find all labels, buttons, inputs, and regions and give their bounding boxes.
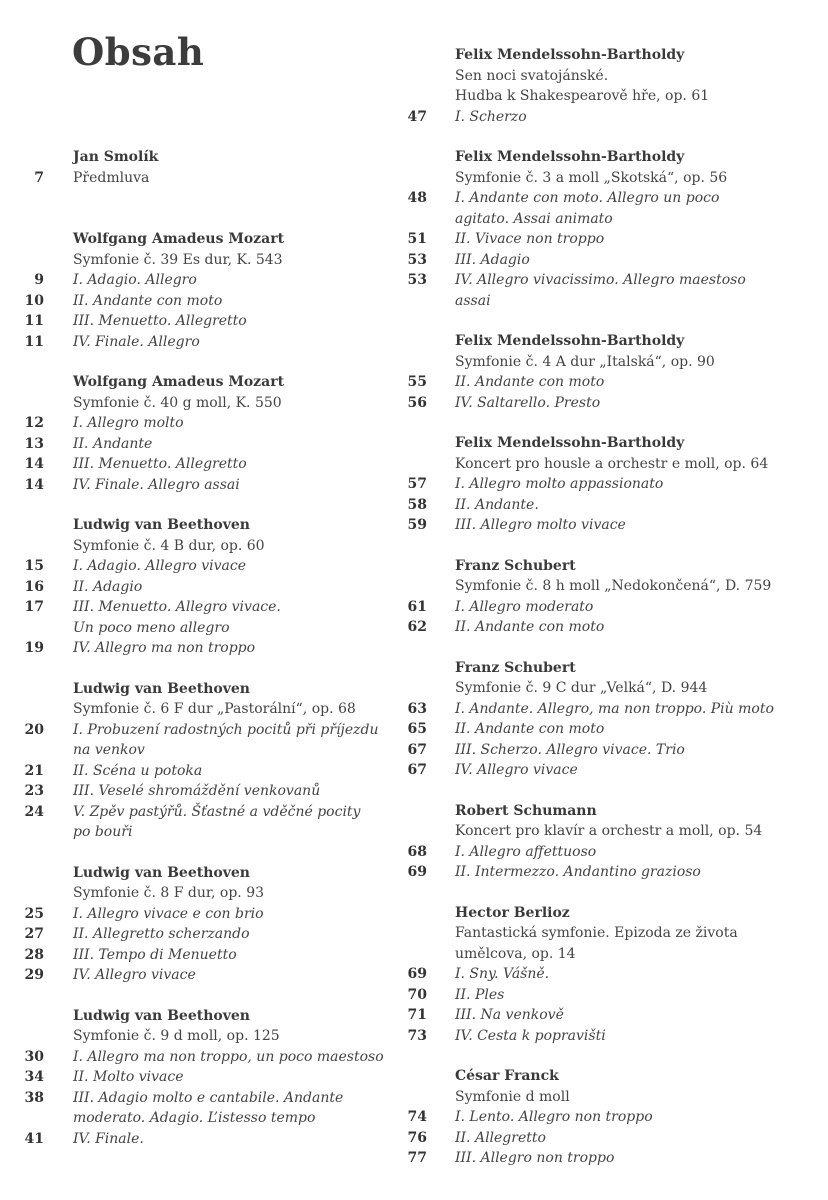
page-number: 71 xyxy=(407,1007,427,1023)
work-title xyxy=(405,66,825,87)
composer-name-text: Ludwig van Beethoven xyxy=(73,1007,250,1024)
movement-line xyxy=(0,924,380,945)
movement-line xyxy=(405,1026,825,1047)
movement-line-text: II. Andante con moto xyxy=(455,721,605,737)
movement-line xyxy=(0,332,380,353)
work-title-text: Sen noci svatojánské. xyxy=(455,67,609,84)
movement-line xyxy=(0,434,380,455)
composer-name-text: Ludwig van Beethoven xyxy=(73,864,250,881)
page-number: 41 xyxy=(24,1130,44,1147)
movement-line-text: I. Adagio. Allegro vivace xyxy=(73,558,247,574)
page-number: 30 xyxy=(24,1048,44,1065)
toc-entry xyxy=(405,801,825,883)
work-title xyxy=(405,923,825,944)
toc-entry xyxy=(405,556,825,638)
movement-line-text: III. Menuetto. Allegro vivace. xyxy=(73,599,281,615)
toc-entry xyxy=(405,147,825,311)
toc-entry xyxy=(0,863,380,986)
composer-name xyxy=(405,801,825,822)
movement-line xyxy=(0,597,380,618)
movement-line-text: III. Scherzo. Allegro vivace. Trio xyxy=(455,741,685,758)
page-number: 11 xyxy=(24,333,44,350)
movement-line-text: IV. Finale. Allegro assai xyxy=(73,476,240,493)
movement-line-text: II. Andante con moto xyxy=(73,292,223,309)
movement-line-text: II. Andante con moto xyxy=(455,374,605,390)
entry-spacer xyxy=(405,781,825,801)
movement-line-text: III. Na venkově xyxy=(455,1007,564,1023)
page-number: 27 xyxy=(24,926,44,942)
movement-line xyxy=(0,965,380,986)
movement-line xyxy=(405,107,825,128)
page-number: 59 xyxy=(407,517,427,533)
work-title-text: Symfonie č. 4 A dur „Italská“, op. 90 xyxy=(455,353,715,370)
movement-line xyxy=(405,862,825,883)
page-number: 70 xyxy=(407,986,427,1003)
movement-line-text: III. Tempo di Menuetto xyxy=(73,946,237,963)
entry-spacer xyxy=(0,495,380,515)
movement-line-text: III. Veselé shromáždění venkovanů xyxy=(73,783,321,799)
page-number: 19 xyxy=(24,640,44,656)
movement-line xyxy=(405,719,825,740)
movement-line xyxy=(405,597,825,618)
toc-entry xyxy=(405,658,825,781)
composer-name-text: Ludwig van Beethoven xyxy=(73,680,250,697)
work-title-text: Symfonie č. 39 Es dur, K. 543 xyxy=(73,251,283,268)
movement-line xyxy=(0,291,380,312)
movement-line xyxy=(405,291,825,312)
movement-line xyxy=(0,168,380,189)
entry-spacer xyxy=(0,352,380,372)
movement-line xyxy=(0,577,380,598)
movement-line xyxy=(0,1047,384,1068)
page-number: 47 xyxy=(407,108,427,125)
composer-name-text: Robert Schumann xyxy=(455,802,597,819)
movement-line-text: na venkov xyxy=(73,742,145,758)
movement-line-text: moderato. Adagio. L’istesso tempo xyxy=(73,1110,316,1126)
entry-spacer xyxy=(0,986,380,1006)
composer-name xyxy=(0,1006,380,1027)
page-number: 53 xyxy=(407,251,427,268)
work-title xyxy=(0,536,380,557)
movement-line xyxy=(0,638,380,659)
movement-line-text: II. Andante con moto xyxy=(455,619,605,635)
work-title-text: Koncert pro housle a orchestr e moll, op. 64 xyxy=(455,455,769,472)
movement-line xyxy=(0,1067,380,1088)
movement-line-text: II. Intermezzo. Andantino grazioso xyxy=(455,864,701,880)
movement-line xyxy=(405,229,825,250)
page-number: 68 xyxy=(407,843,427,860)
movement-line xyxy=(405,372,825,393)
movement-line-text: III. Adagio molto e cantabile. Andante xyxy=(73,1089,344,1106)
movement-line xyxy=(405,699,825,720)
work-title-text: Koncert pro klavír a orchestr a moll, op. 54 xyxy=(455,823,763,839)
movement-line-text: IV. Allegro vivace xyxy=(455,762,578,778)
toc-entry xyxy=(0,679,380,843)
work-title-text: Fantastická symfonie. Epizoda ze života xyxy=(455,925,738,941)
movement-line-text: I. Andante. Allegro, ma non troppo. Più moto xyxy=(455,700,774,717)
movement-line-text: I. Allegro ma non troppo, un poco maestoso xyxy=(73,1048,384,1065)
work-title-text: Symfonie č. 9 C dur „Velká“, D. 944 xyxy=(455,680,708,696)
entry-spacer xyxy=(0,659,380,679)
movement-line xyxy=(405,270,825,291)
composer-name xyxy=(405,45,825,66)
movement-line xyxy=(0,556,380,577)
entry-spacer xyxy=(405,536,825,556)
movement-line xyxy=(0,1129,380,1150)
movement-line xyxy=(405,1005,825,1026)
composer-name-text: Felix Mendelssohn-Bartholdy xyxy=(455,435,685,451)
page-number: 51 xyxy=(407,231,427,247)
composer-name xyxy=(0,863,380,884)
work-title xyxy=(0,883,380,904)
page-number: 57 xyxy=(407,476,427,492)
page-number: 17 xyxy=(24,599,44,615)
work-title-text: Symfonie č. 4 B dur, op. 60 xyxy=(73,537,265,554)
page-number: 69 xyxy=(407,966,427,982)
page-number: 63 xyxy=(407,700,427,717)
movement-line xyxy=(405,1148,825,1169)
page-number: 73 xyxy=(407,1027,427,1044)
work-title-text: Symfonie č. 8 F dur, op. 93 xyxy=(73,885,265,901)
page-number: 69 xyxy=(407,864,427,880)
work-title xyxy=(405,86,825,107)
toc-entry xyxy=(0,1006,384,1150)
movement-line-text: I. Allegro molto appassionato xyxy=(455,476,664,492)
composer-name-text: Wolfgang Amadeus Mozart xyxy=(73,231,285,247)
movement-line xyxy=(405,985,825,1006)
toc-entry xyxy=(0,147,380,188)
page-number: 13 xyxy=(24,435,44,452)
movement-line-text: IV. Cesta k popravišti xyxy=(455,1027,606,1044)
movement-line-text: II. Allegretto scherzando xyxy=(73,926,250,942)
movement-line xyxy=(405,474,825,495)
movement-line-text: II. Andante xyxy=(73,435,153,452)
movement-line xyxy=(405,740,825,761)
toc-entry xyxy=(405,1066,825,1169)
movement-line xyxy=(405,617,825,638)
movement-line-text: I. Allegro molto xyxy=(73,415,184,431)
work-title xyxy=(405,352,825,373)
work-title-text: Symfonie č. 9 d moll, op. 125 xyxy=(73,1028,280,1044)
work-title-text: Symfonie d moll xyxy=(455,1088,570,1105)
page-number: 11 xyxy=(24,313,44,329)
movement-line xyxy=(0,1108,380,1129)
page-number: 21 xyxy=(24,762,44,779)
movement-line xyxy=(0,618,380,639)
page-number: 67 xyxy=(407,741,427,758)
movement-line xyxy=(0,413,380,434)
entry-spacer xyxy=(405,883,825,903)
work-title xyxy=(405,576,825,597)
movement-line xyxy=(405,1107,825,1128)
page-number: 61 xyxy=(407,598,427,615)
work-title-text: umělcova, op. 14 xyxy=(455,945,576,962)
composer-name-text: Jan Smolík xyxy=(73,149,159,165)
page-number: 48 xyxy=(407,190,427,206)
composer-name xyxy=(0,372,380,393)
page-number: 28 xyxy=(24,946,44,963)
page-number: 24 xyxy=(24,803,44,820)
page-number: 58 xyxy=(407,496,427,513)
movement-line-text: Předmluva xyxy=(73,169,150,186)
toc-left-column xyxy=(0,147,384,1149)
composer-name xyxy=(405,433,825,454)
composer-name xyxy=(0,147,380,168)
movement-line xyxy=(405,495,825,516)
movement-line-text: V. Zpěv pastýřů. Šťastné a vděčné pocity xyxy=(73,803,361,820)
movement-line xyxy=(405,209,825,230)
page-number: 14 xyxy=(24,456,44,472)
movement-line-text: I. Allegro vivace e con brio xyxy=(73,905,264,922)
page-number: 67 xyxy=(407,762,427,778)
work-title-text: Symfonie č. 3 a moll „Skotská“, op. 56 xyxy=(455,169,728,186)
movement-line-text: IV. Allegro vivace xyxy=(73,967,196,983)
page-number: 74 xyxy=(407,1109,427,1125)
toc-entry xyxy=(405,331,825,413)
movement-line xyxy=(0,740,380,761)
composer-name xyxy=(405,903,825,924)
movement-line-text: I. Scherzo xyxy=(455,108,527,125)
page-number: 23 xyxy=(24,783,44,799)
movement-line-text: I. Allegro moderato xyxy=(455,598,594,615)
work-title-text: Symfonie č. 8 h moll „Nedokončená“, D. 759 xyxy=(455,578,772,594)
page-number: 62 xyxy=(407,619,427,635)
composer-name-text: Franz Schubert xyxy=(455,557,576,574)
composer-name-text: Franz Schubert xyxy=(455,659,576,676)
movement-line-text: IV. Allegro ma non troppo xyxy=(73,640,256,656)
movement-line-text: III. Allegro molto vivace xyxy=(455,517,626,533)
composer-name-text: Hector Berlioz xyxy=(455,904,570,921)
entry-spacer xyxy=(0,843,380,863)
movement-line-text: Un poco meno allegro xyxy=(73,619,230,636)
movement-line xyxy=(405,760,825,781)
composer-name-text: Felix Mendelssohn-Bartholdy xyxy=(455,149,685,165)
page-number: 38 xyxy=(24,1089,44,1106)
work-title xyxy=(0,393,380,414)
movement-line xyxy=(0,822,380,843)
page-number: 7 xyxy=(34,169,44,186)
movement-line-text: II. Molto vivace xyxy=(73,1069,184,1085)
page-number: 15 xyxy=(24,558,44,574)
movement-line xyxy=(0,781,380,802)
movement-line xyxy=(405,188,825,209)
composer-name-text: César Franck xyxy=(455,1068,559,1084)
movement-line-text: I. Adagio. Allegro xyxy=(73,272,197,288)
composer-name-text: Felix Mendelssohn-Bartholdy xyxy=(455,47,685,63)
movement-line-text: II. Scéna u potoka xyxy=(73,762,203,779)
composer-name xyxy=(0,679,380,700)
movement-line xyxy=(405,964,825,985)
page-number: 9 xyxy=(34,272,44,288)
composer-name xyxy=(405,1066,825,1087)
work-title xyxy=(0,699,380,720)
movement-line-text: IV. Finale. Allegro xyxy=(73,333,200,350)
movement-line-text: II. Allegretto xyxy=(455,1129,546,1146)
work-title-text: Hudba k Shakespearově hře, op. 61 xyxy=(455,88,710,104)
work-title xyxy=(405,821,825,842)
toc-entry xyxy=(405,903,825,1047)
movement-line-text: I. Andante con moto. Allegro un poco xyxy=(455,190,720,206)
composer-name xyxy=(405,331,825,352)
work-title-text: Symfonie č. 6 F dur „Pastorální“, op. 68 xyxy=(73,701,356,717)
work-title xyxy=(0,250,380,271)
movement-line xyxy=(405,515,825,536)
movement-line xyxy=(0,475,380,496)
page-number: 55 xyxy=(407,374,427,390)
page-number: 14 xyxy=(24,476,44,493)
movement-line xyxy=(0,720,380,741)
movement-line-text: II. Adagio xyxy=(73,578,143,595)
movement-line-text: assai xyxy=(455,292,491,309)
work-title xyxy=(405,454,825,475)
page-number: 16 xyxy=(24,578,44,595)
movement-line-text: po bouři xyxy=(73,824,133,840)
movement-line-text: I. Sny. Vášně. xyxy=(455,966,550,982)
page-number: 65 xyxy=(407,721,427,737)
movement-line-text: I. Probuzení radostných pocitů při příjezdu xyxy=(73,721,379,738)
movement-line xyxy=(0,454,380,475)
composer-name xyxy=(0,229,380,250)
work-title xyxy=(405,168,825,189)
work-title xyxy=(405,1087,825,1108)
work-title-text: Symfonie č. 40 g moll, K. 550 xyxy=(73,394,282,411)
composer-name-text: Felix Mendelssohn-Bartholdy xyxy=(455,333,685,349)
composer-name xyxy=(0,515,380,536)
movement-line xyxy=(0,761,380,782)
movement-line-text: IV. Allegro vivacissimo. Allegro maestoso xyxy=(455,272,746,288)
movement-line-text: III. Menuetto. Allegretto xyxy=(73,313,247,329)
composer-name-text: Ludwig van Beethoven xyxy=(73,517,250,533)
entry-spacer xyxy=(405,413,825,433)
page-number: 12 xyxy=(24,415,44,431)
movement-line xyxy=(405,393,825,414)
toc-entry xyxy=(0,515,380,659)
movement-line xyxy=(405,842,825,863)
entry-spacer xyxy=(405,638,825,658)
page-number: 10 xyxy=(24,292,44,309)
composer-name xyxy=(405,556,825,577)
composer-name xyxy=(405,658,825,679)
movement-line-text: IV. Saltarello. Presto xyxy=(455,394,601,411)
entry-spacer xyxy=(405,1046,825,1066)
toc-right-column xyxy=(405,45,825,1169)
movement-line xyxy=(0,270,380,291)
page-number: 77 xyxy=(407,1150,427,1166)
movement-line-text: II. Andante. xyxy=(455,496,539,513)
entry-spacer xyxy=(405,127,825,147)
movement-line xyxy=(405,1128,825,1149)
toc-entry xyxy=(405,433,825,536)
work-title xyxy=(405,678,825,699)
page-number: 29 xyxy=(24,967,44,983)
movement-line xyxy=(0,945,380,966)
movement-line-text: II. Vivace non troppo xyxy=(455,231,605,247)
page-number: 76 xyxy=(407,1129,427,1146)
toc-entry xyxy=(0,372,380,495)
movement-line-text: IV. Finale. xyxy=(73,1130,144,1147)
page-number: 20 xyxy=(24,721,44,738)
composer-name xyxy=(405,147,825,168)
entry-spacer xyxy=(0,188,380,229)
toc-entry xyxy=(405,45,825,127)
movement-line xyxy=(0,311,380,332)
work-title xyxy=(405,944,825,965)
movement-line xyxy=(0,904,380,925)
page-number: 25 xyxy=(24,905,44,922)
movement-line xyxy=(405,250,825,271)
movement-line-text: II. Ples xyxy=(455,986,505,1003)
movement-line-text: I. Allegro affettuoso xyxy=(455,843,597,860)
work-title xyxy=(0,1026,380,1047)
movement-line xyxy=(0,1088,380,1109)
composer-name-text: Wolfgang Amadeus Mozart xyxy=(73,374,285,390)
page-number: 53 xyxy=(407,272,427,288)
movement-line-text: III. Allegro non troppo xyxy=(455,1150,615,1166)
page-number: 56 xyxy=(407,394,427,411)
page-number: 34 xyxy=(24,1069,44,1085)
movement-line xyxy=(0,802,380,823)
movement-line-text: agitato. Assai animato xyxy=(455,210,613,227)
entry-spacer xyxy=(405,311,825,331)
movement-line-text: III. Menuetto. Allegretto xyxy=(73,456,247,472)
toc-entry xyxy=(0,229,380,352)
movement-line-text: III. Adagio xyxy=(455,251,530,268)
page-title: Obsah xyxy=(72,30,205,74)
movement-line-text: I. Lento. Allegro non troppo xyxy=(455,1109,653,1125)
